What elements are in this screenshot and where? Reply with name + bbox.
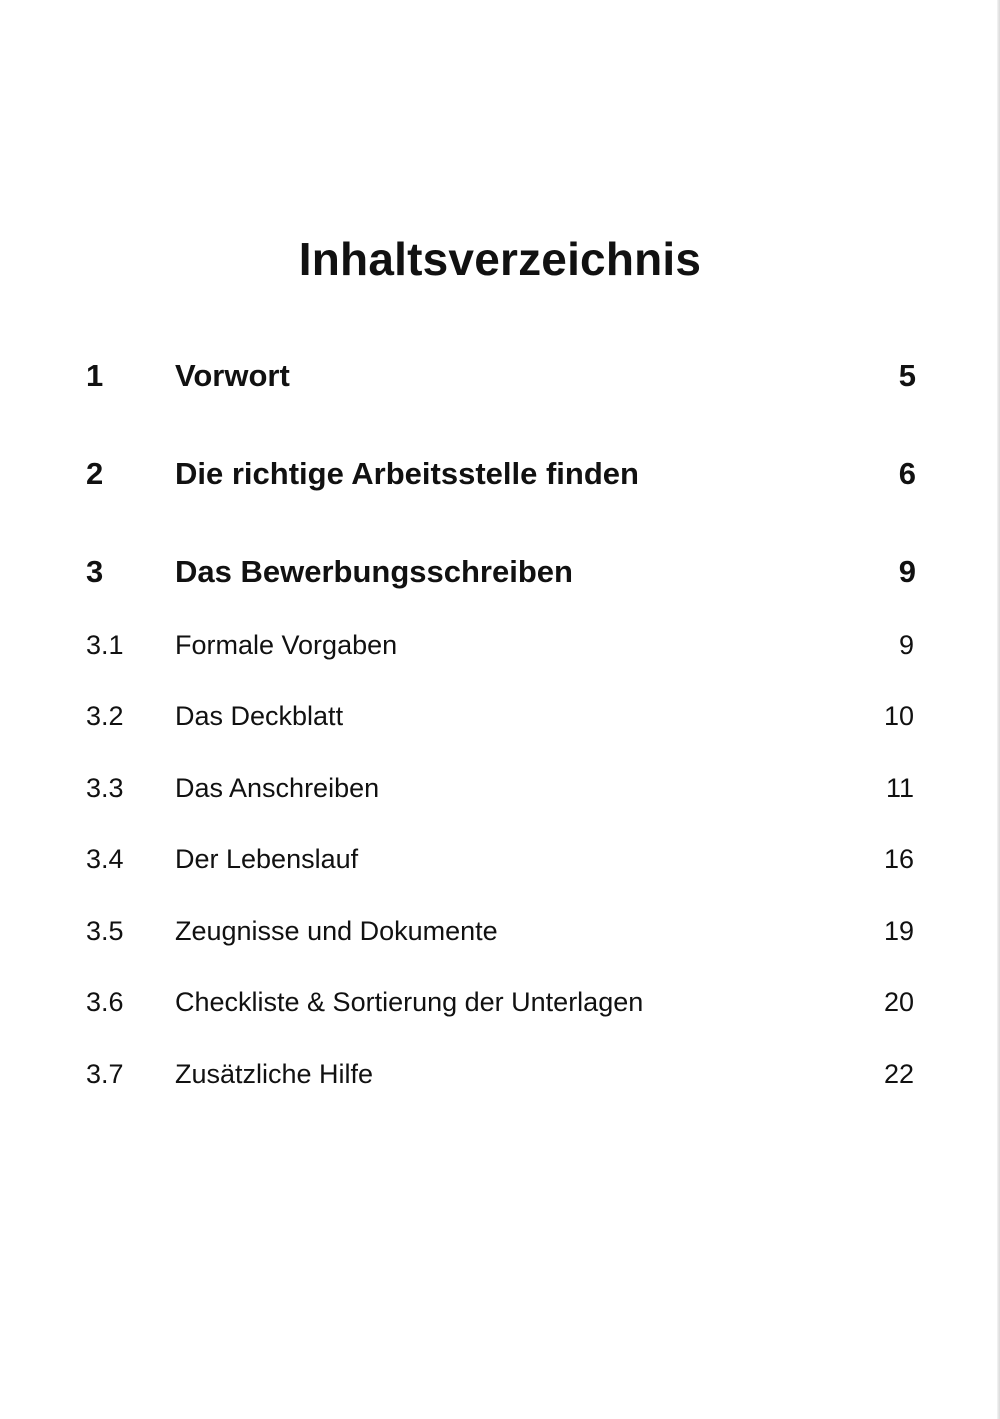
toc-entry-page: 6 — [898, 456, 916, 491]
toc-entry-label: Das Anschreiben — [175, 773, 380, 803]
toc-entry-label: Formale Vorgaben — [175, 630, 398, 660]
toc-entry-section[interactable] — [86, 984, 916, 1020]
toc-entry-section[interactable] — [86, 841, 916, 877]
toc-entry-number: 1 — [86, 358, 104, 393]
toc-entry-number: 3.7 — [86, 1059, 124, 1089]
toc-entry-page: 10 — [883, 701, 914, 731]
toc-entry-page: 22 — [883, 1059, 914, 1089]
toc-entry-label: Zeugnisse und Dokumente — [175, 916, 498, 946]
toc-entry-number: 3.4 — [86, 844, 124, 874]
toc-entry-page: 9 — [898, 630, 914, 660]
toc-entry-number: 3.5 — [86, 916, 124, 946]
toc-entry-number: 3.6 — [86, 987, 124, 1017]
toc-entry-section[interactable] — [86, 698, 916, 734]
toc-entry-page: 20 — [883, 987, 914, 1017]
toc-entry-number: 3.2 — [86, 701, 124, 731]
toc-entry-label: Zusätzliche Hilfe — [175, 1059, 374, 1089]
toc-entry-label: Der Lebenslauf — [175, 844, 359, 874]
toc-entry-section[interactable] — [86, 913, 916, 949]
toc-entry-chapter[interactable] — [86, 356, 916, 396]
toc-entry-section[interactable] — [86, 1056, 916, 1092]
toc-entry-page: 11 — [885, 773, 914, 803]
toc-entry-page: 9 — [898, 554, 916, 589]
toc-entry-number: 3.1 — [86, 630, 124, 660]
toc-entry-number: 2 — [86, 456, 104, 491]
toc-entry-number: 3 — [86, 554, 104, 589]
page-title: Inhaltsverzeichnis — [298, 232, 702, 285]
toc-entry-label: Das Bewerbungsschreiben — [175, 554, 573, 589]
toc-entry-label: Checkliste & Sortierung der Unterlagen — [175, 987, 644, 1017]
toc-entry-number: 3.3 — [86, 773, 124, 803]
toc-entry-chapter[interactable] — [86, 454, 916, 494]
toc-entry-label: Vorwort — [175, 358, 290, 393]
toc-entry-page: 5 — [898, 358, 916, 393]
toc-entry-page: 16 — [883, 844, 914, 874]
toc-entry-section[interactable] — [86, 627, 916, 663]
toc-entry-label: Das Deckblatt — [175, 701, 344, 731]
toc-entry-section[interactable] — [86, 770, 916, 806]
toc-entry-label: Die richtige Arbeitsstelle finden — [175, 456, 639, 491]
toc-entry-chapter[interactable] — [86, 552, 916, 592]
toc-entry-page: 19 — [883, 916, 914, 946]
